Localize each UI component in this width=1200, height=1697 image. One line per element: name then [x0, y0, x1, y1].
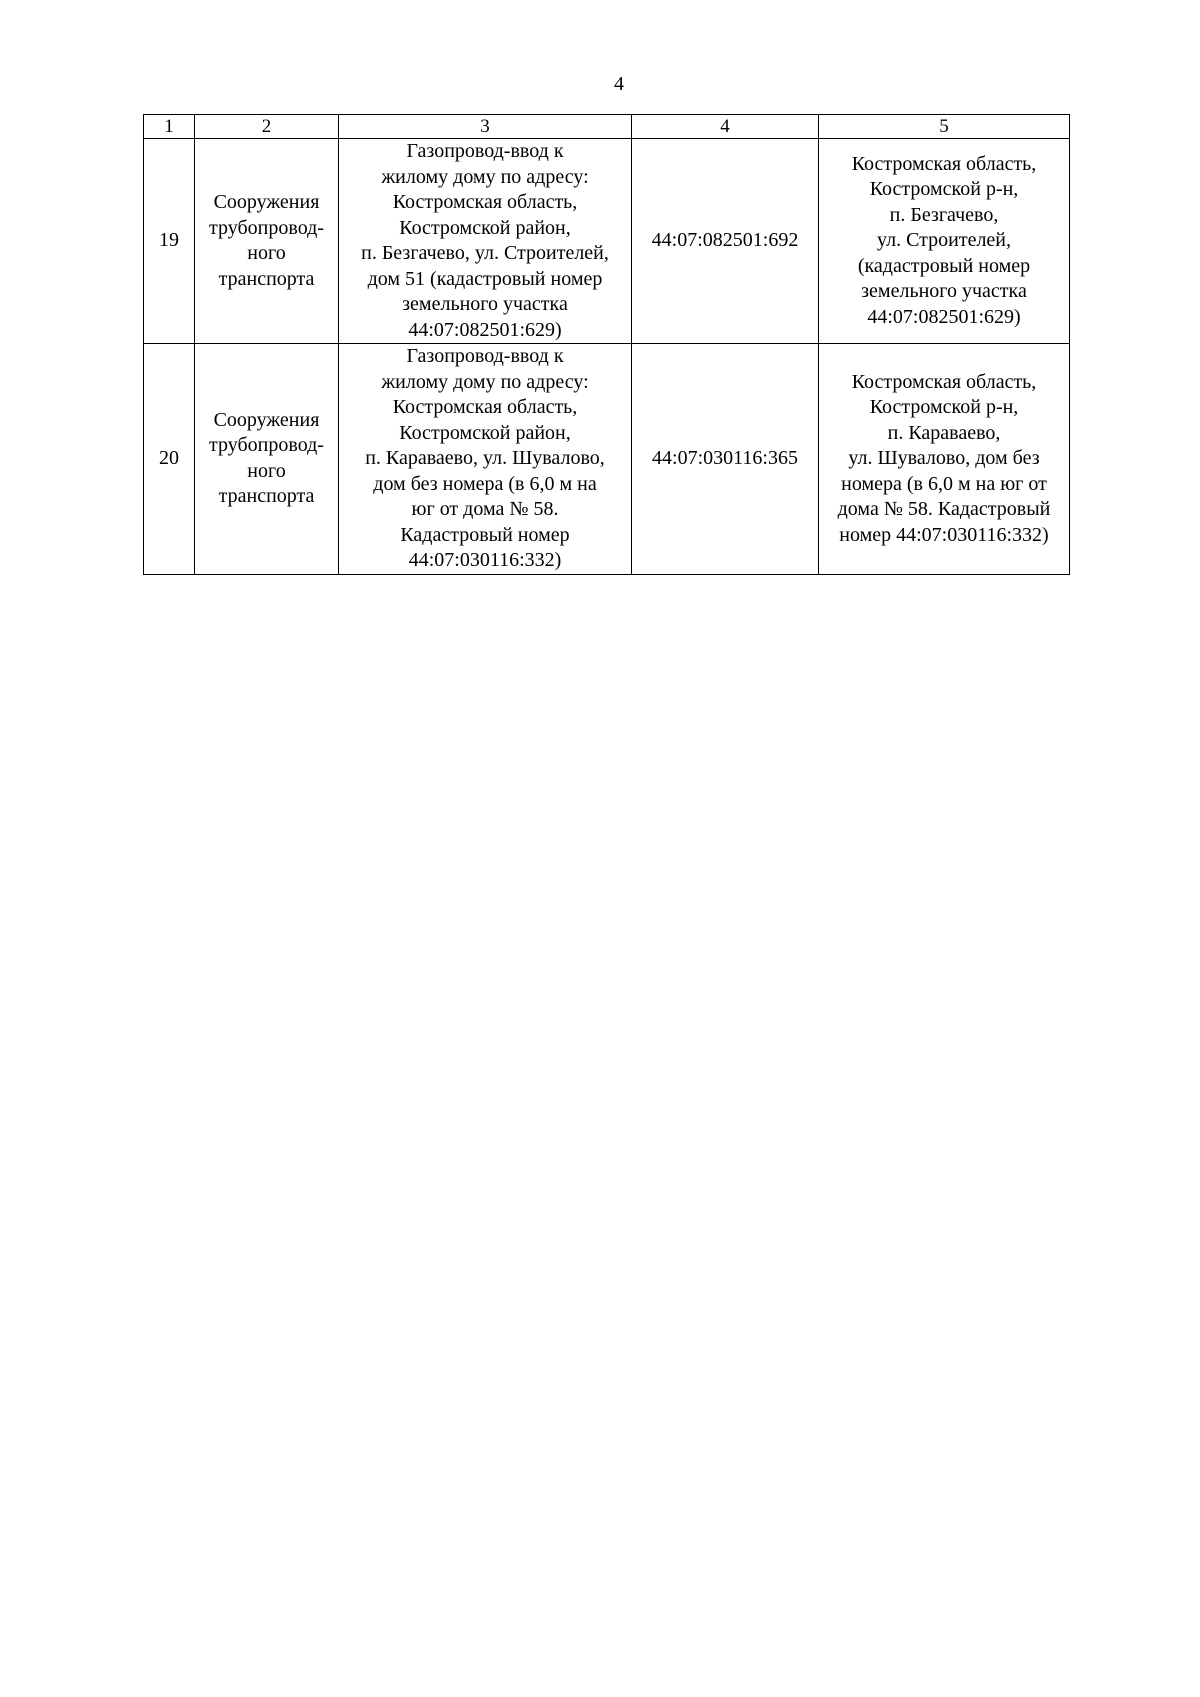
row-number-cell: 19 [144, 139, 195, 344]
row-number-cell: 20 [144, 344, 195, 575]
object-type-cell: Сооружения трубопровод- ного транспорта [195, 139, 339, 344]
column-header-5: 5 [819, 115, 1070, 139]
column-header-2: 2 [195, 115, 339, 139]
column-header-4: 4 [632, 115, 819, 139]
object-description-cell: Газопровод-ввод к жилому дому по адресу: Костромская область, Костромской район, п. Безгачево, ул. Строителей, дом 51 (кадастровый номер земельного участка 44:07:082501:629) [339, 139, 632, 344]
page-number-text: 4 [614, 73, 624, 95]
table-row [144, 344, 1070, 575]
cadastral-number-cell: 44:07:030116:365 [632, 344, 819, 575]
cadastral-number-cell: 44:07:082501:692 [632, 139, 819, 344]
registry-table [143, 114, 1070, 575]
page-number [0, 72, 1200, 96]
location-cell: Костромская область, Костромской р-н, п. Караваево, ул. Шувалово, дом без номера (в 6,0 м на юг от дома № 58. Кадастровый номер 44:07:030116:332) [819, 344, 1070, 575]
object-description-cell: Газопровод-ввод к жилому дому по адресу: Костромская область, Костромской район, п. Караваево, ул. Шувалово, дом без номера (в 6,0 м на юг от дома № 58. Кадастровый номер 44:07:030116:332) [339, 344, 632, 575]
object-type-cell: Сооружения трубопровод- ного транспорта [195, 344, 339, 575]
table-header-row [144, 115, 1070, 139]
location-cell: Костромская область, Костромской р-н, п. Безгачево, ул. Строителей, (кадастровый номер земельного участка 44:07:082501:629) [819, 139, 1070, 344]
table-row [144, 139, 1070, 344]
column-header-3: 3 [339, 115, 632, 139]
column-header-1: 1 [144, 115, 195, 139]
